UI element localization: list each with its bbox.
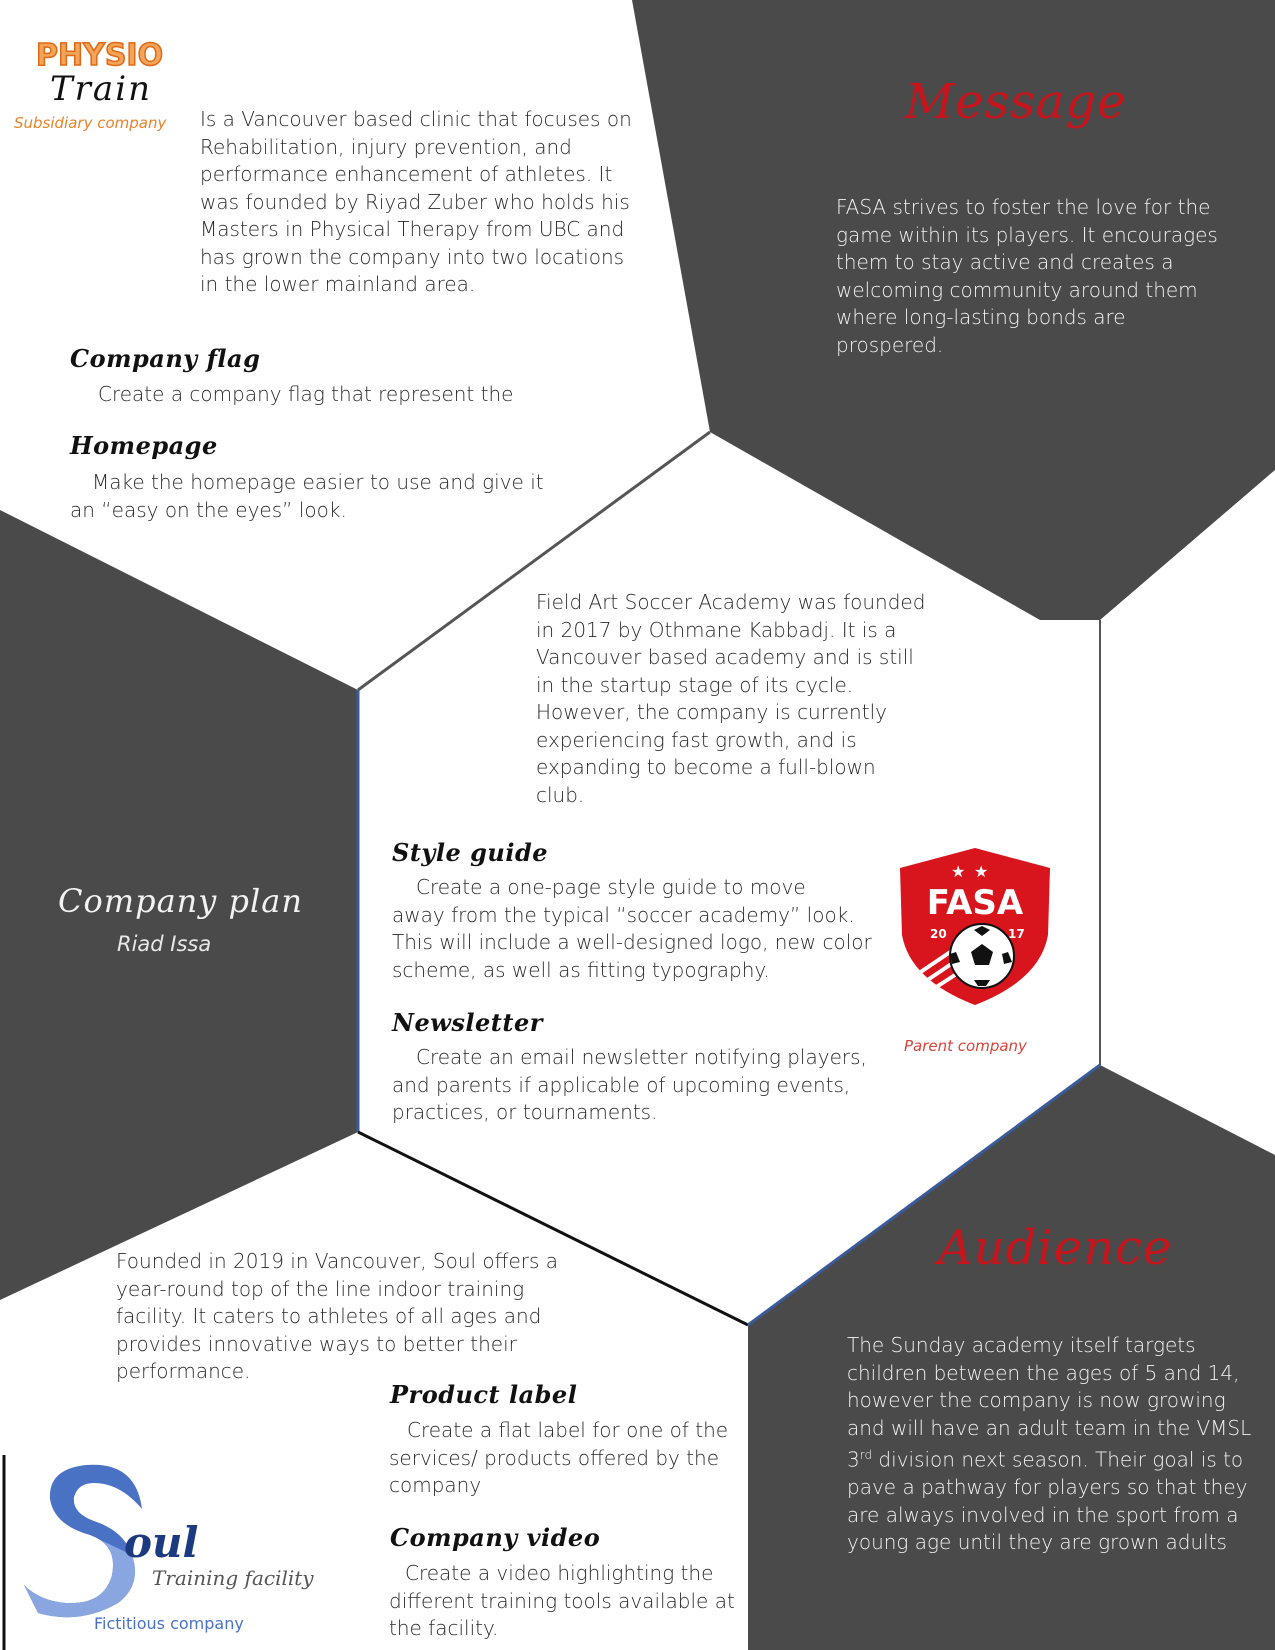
style-guide-heading: Style guide [392, 838, 549, 867]
homepage-text-body: Make the homepage easier to use and give it an “easy on the eyes” look. [70, 470, 544, 522]
product-label-text [389, 1417, 749, 1500]
newsletter-text-body: Create an email newsletter notifying players, and parents if applicable of upcoming events, practices, or tournaments. [392, 1045, 867, 1124]
company-video-heading: Company video [390, 1523, 601, 1552]
message-text: FASA strives to foster the love for the game within its players. It encourages them to stay active and creates a welcoming community around them where long-lasting bonds are prospered. [836, 195, 1218, 357]
audience-text-part1: The Sunday academy itself targets children between the ages of 5 and 14, however the company is now growing and will have an adult team in the VMSL 3 [847, 1333, 1252, 1472]
soccer-ball-icon [950, 924, 1014, 988]
fasa-logo-text: FASA [926, 883, 1024, 923]
fasa-logo-year-left: 20 [930, 927, 947, 941]
physio-train-logo [36, 38, 176, 109]
audience-text [847, 1332, 1267, 1557]
physio-description: Is a Vancouver based clinic that focuses on Rehabilitation, injury prevention, and performance enhancement of athletes. It was founded by Riyad Zuber who holds his Masters in Physical Therapy from UBC and has grown the company into two locations in the lower mainland area. [200, 107, 632, 296]
fasa-description: Field Art Soccer Academy was founded in 2017 by Othmane Kabbadj. It is a Vancouver based academy and is still in the startup stage of its cycle. However, the company is currently experiencing fast growth, and is expanding to become a full-blown club. [536, 590, 926, 807]
company-plan-author: Riad Issa [117, 932, 212, 956]
physio-logo-bottom: Train [50, 69, 152, 109]
soul-description: Founded in 2019 in Vancouver, Soul offers a year-round top of the line indoor training facility. It caters to athletes of all ages and provides innovative ways to better their performance. [116, 1249, 559, 1383]
audience-text-superscript: rd [859, 1448, 873, 1462]
newsletter-text [392, 1044, 892, 1127]
style-guide-text [392, 874, 892, 984]
newsletter-heading: Newsletter [392, 1008, 543, 1037]
physio-caption: Subsidiary company [14, 114, 167, 132]
homepage-heading: Homepage [70, 431, 218, 460]
fasa-logo [890, 840, 1060, 1010]
message-title: Message [905, 74, 1127, 130]
soul-caption: Fictitious company [94, 1614, 244, 1633]
soul-logo [20, 1455, 340, 1620]
company-plan-title: Company plan [58, 882, 303, 920]
fasa-caption: Parent company [904, 1037, 1027, 1055]
product-label-heading: Product label [390, 1380, 578, 1409]
company-video-text [389, 1560, 749, 1643]
fasa-logo-year-right: 17 [1008, 927, 1025, 941]
physio-logo-top: PHYSIO [36, 38, 164, 73]
audience-title: Audience [938, 1220, 1173, 1276]
soul-logo-subtitle: Training facility [152, 1566, 314, 1590]
product-label-text-body: Create a flat label for one of the services/ products offered by the company [389, 1418, 729, 1497]
fasa-star-icon: ★ [951, 862, 966, 881]
company-flag-heading: Company flag [70, 344, 261, 373]
audience-text-part2: division next season. Their goal is to pave a pathway for players so that they are always involved in the sport from a young age until they are grown adults [847, 1447, 1248, 1555]
company-flag-text: Create a company flag that represent the [98, 382, 514, 406]
fasa-star-icon: ★ [974, 862, 989, 881]
style-guide-text-body: Create a one-page style guide to move away from the typical “soccer academy” look. This will include a well-designed logo, new color scheme, as well as fitting typography. [392, 875, 872, 982]
soul-logo-word: oul [124, 1518, 199, 1567]
company-video-text-body: Create a video highlighting the different training tools available at the facility. [389, 1561, 735, 1640]
homepage-text [70, 469, 590, 524]
